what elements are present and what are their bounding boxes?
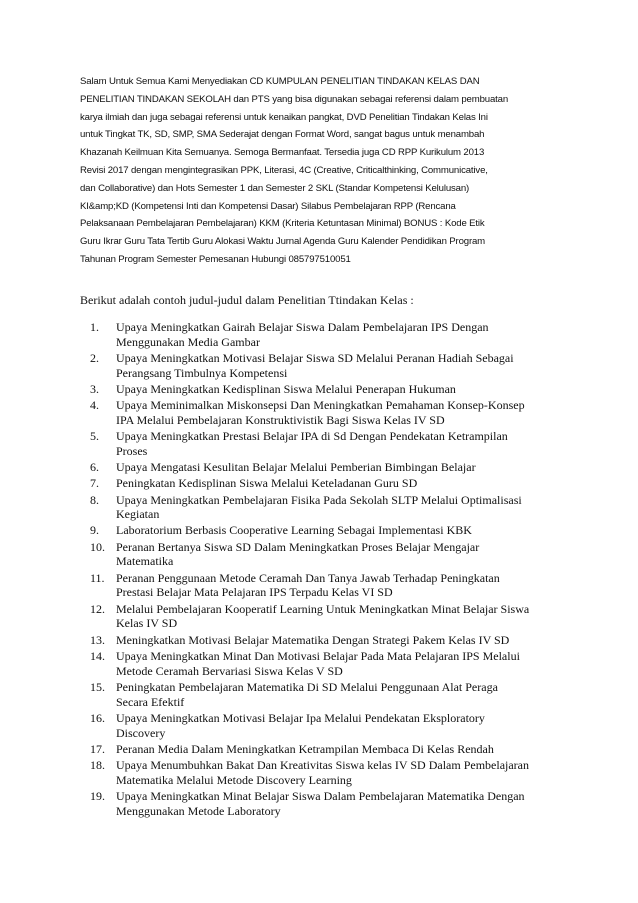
intro-line: Khazanah Keilmuan Kita Semuanya. Semoga Bermanfaat. Tersedia juga CD RPP Kurikulum 2013 xyxy=(80,147,485,159)
list-item-number: 1. xyxy=(90,320,99,334)
list-item-number: 14. xyxy=(90,648,105,663)
list-item-text-line: Laboratorium Berbasis Cooperative Learning Sebagai Implementasi KBK xyxy=(116,523,472,538)
list-item xyxy=(90,382,566,397)
list-item-number: 7. xyxy=(90,476,99,491)
list-item-text-line: IPA Melalui Pembelajaran Konstruktivistik Bagi Siswa Kelas IV SD xyxy=(116,412,445,427)
intro-line: karya ilmiah dan juga sebagai referensi untuk kenaikan pangkat, DVD Penelitian Tindakan Kelas Ini xyxy=(80,111,488,123)
list-item-text-line: Upaya Meningkatkan Kedisplinan Siswa Melalui Penerapan Hukuman xyxy=(116,381,456,396)
list-item-number: 4. xyxy=(90,398,99,413)
list-item xyxy=(90,429,566,459)
list-item-text-line: Upaya Meminimalkan Miskonsepsi Dan Meningkatkan Pemahaman Konsep-Konsep xyxy=(116,398,525,413)
list-item xyxy=(90,398,566,428)
intro-line: PENELITIAN TINDAKAN SEKOLAH dan PTS yang bisa digunakan sebagai referensi dalam pembuatan xyxy=(80,93,509,105)
list-item-text-line: Melalui Pembelajaran Kooperatif Learning Untuk Meningkatkan Minat Belajar Siswa xyxy=(116,601,530,616)
list-item xyxy=(90,476,566,491)
list-item-text-line: Matematika xyxy=(116,554,174,569)
list-item xyxy=(90,493,566,523)
list-item xyxy=(90,320,566,350)
list-item-text-line: Upaya Meningkatkan Minat Dan Motivasi Belajar Pada Mata Pelajaran IPS Melalui xyxy=(116,648,520,663)
list-item xyxy=(90,540,566,570)
list-item-number: 5. xyxy=(90,429,99,444)
list-item-number: 11. xyxy=(90,570,105,585)
intro-line: Salam Untuk Semua Kami Menyediakan CD KUMPULAN PENELITIAN TINDAKAN KELAS DAN xyxy=(80,76,480,87)
list-item xyxy=(90,571,566,601)
list-item-text-line: Matematika Melalui Metode Discovery Learning xyxy=(116,772,352,787)
list-item-text-line: Metode Ceramah Bervariasi Siswa Kelas V SD xyxy=(116,663,343,678)
list-item-text-line: Prestasi Belajar Mata Pelajaran IPS Terpadu Kelas VI SD xyxy=(116,585,393,600)
intro-paragraph xyxy=(80,73,562,269)
list-item-text-line: Upaya Mengatasi Kesulitan Belajar Melalui Pemberian Bimbingan Belajar xyxy=(116,460,476,475)
list-item-number: 8. xyxy=(90,492,99,507)
intro-line: dan Collaborative) dan Hots Semester 1 dan Semester 2 SKL (Standar Kompetensi Kelulusan) xyxy=(80,182,470,194)
list-item-text-line: Kegiatan xyxy=(116,507,160,522)
list-item-text-line: Upaya Meningkatkan Minat Belajar Siswa Dalam Pembelajaran Matematika Dengan xyxy=(116,788,525,803)
list-item xyxy=(90,602,566,632)
list-item xyxy=(90,460,566,475)
list-item-text-line: Upaya Meningkatkan Gairah Belajar Siswa Dalam Pembelajaran IPS Dengan xyxy=(116,320,489,334)
intro-line: Revisi 2017 dengan mengintegrasikan PPK, Literasi, 4C (Creative, Criticalthinking, Communicative, xyxy=(80,164,488,176)
list-item xyxy=(90,680,566,710)
list-item-number: 17. xyxy=(90,741,105,756)
list-item-text-line: Meningkatkan Motivasi Belajar Matematika Dengan Strategi Pakem Kelas IV SD xyxy=(116,632,510,647)
list-item-text-line: Menggunakan Media Gambar xyxy=(116,334,260,349)
list-lead-sentence: Berikut adalah contoh judul-judul dalam Penelitian Ttindakan Kelas : xyxy=(80,293,414,307)
list-item-text-line: Peranan Bertanya Siswa SD Dalam Meningkatkan Proses Belajar Mengajar xyxy=(116,539,480,554)
list-item-number: 2. xyxy=(90,350,99,365)
intro-line: Tahunan Program Semester Pemesanan Hubungi 085797510051 xyxy=(80,253,351,265)
list-item xyxy=(90,742,566,757)
list-item-number: 9. xyxy=(90,523,99,538)
list-item-text-line: Peningkatan Kedisplinan Siswa Melalui Keteladanan Guru SD xyxy=(116,476,418,491)
list-item-number: 19. xyxy=(90,788,105,803)
list-item-text-line: Upaya Meningkatkan Pembelajaran Fisika Pada Sekolah SLTP Melalui Optimalisasi xyxy=(116,492,522,507)
list-item xyxy=(90,523,566,538)
list-item-number: 12. xyxy=(90,601,105,616)
list-item-number: 10. xyxy=(90,539,105,554)
list-item-text-line: Discovery xyxy=(116,725,166,740)
list-item-text-line: Upaya Meningkatkan Prestasi Belajar IPA di Sd Dengan Pendekatan Ketrampilan xyxy=(116,429,508,444)
list-item-number: 15. xyxy=(90,679,105,694)
intro-line: Guru Ikrar Guru Tata Tertib Guru Alokasi Waktu Jurnal Agenda Guru Kalender Pendidikan Program xyxy=(80,236,486,248)
list-item-text-line: Upaya Meningkatkan Motivasi Belajar Siswa SD Melalui Peranan Hadiah Sebagai xyxy=(116,350,514,365)
list-item-text-line: Kelas IV SD xyxy=(116,616,178,631)
list-item-text-line: Secara Efektif xyxy=(116,694,185,709)
list-item-text-line: Peranan Media Dalam Meningkatkan Ketrampilan Membaca Di Kelas Rendah xyxy=(116,741,494,756)
intro-line: KI&amp;KD (Kompetensi Inti dan Kompetensi Dasar) Silabus Pembelajaran RPP (Rencana xyxy=(80,200,456,212)
list-item xyxy=(90,758,566,788)
list-item xyxy=(90,711,566,741)
intro-line: Pelaksanaan Pembelajaran Pembelajaran) KKM (Kriteria Ketuntasan Minimal) BONUS : Kode Etik xyxy=(80,218,485,230)
research-title-list xyxy=(90,320,566,820)
list-item-number: 3. xyxy=(90,381,99,396)
list-item-number: 18. xyxy=(90,757,105,772)
list-item-text-line: Peranan Penggunaan Metode Ceramah Dan Tanya Jawab Terhadap Peningkatan xyxy=(116,570,500,585)
list-item-text-line: Perangsang Timbulnya Kompetensi xyxy=(116,365,288,380)
list-item-text-line: Proses xyxy=(116,443,148,458)
list-item-number: 16. xyxy=(90,710,105,725)
list-item-text-line: Peningkatan Pembelajaran Matematika Di SD Melalui Penggunaan Alat Peraga xyxy=(116,679,498,694)
list-item-text-line: Upaya Meningkatkan Motivasi Belajar Ipa Melalui Pendekatan Eksploratory xyxy=(116,710,485,725)
list-item xyxy=(90,649,566,679)
list-item xyxy=(90,789,566,819)
list-item xyxy=(90,351,566,381)
list-item-number: 13. xyxy=(90,632,105,647)
list-item-text-line: Menggunakan Metode Laboratory xyxy=(116,803,281,818)
intro-line: untuk Tingkat TK, SD, SMP, SMA Sederajat dengan Format Word, sangat bagus untuk menambah xyxy=(80,129,485,141)
list-item-number: 6. xyxy=(90,460,99,475)
list-item xyxy=(90,633,566,648)
list-item-text-line: Upaya Menumbuhkan Bakat Dan Kreativitas Siswa kelas IV SD Dalam Pembelajaran xyxy=(116,757,530,772)
